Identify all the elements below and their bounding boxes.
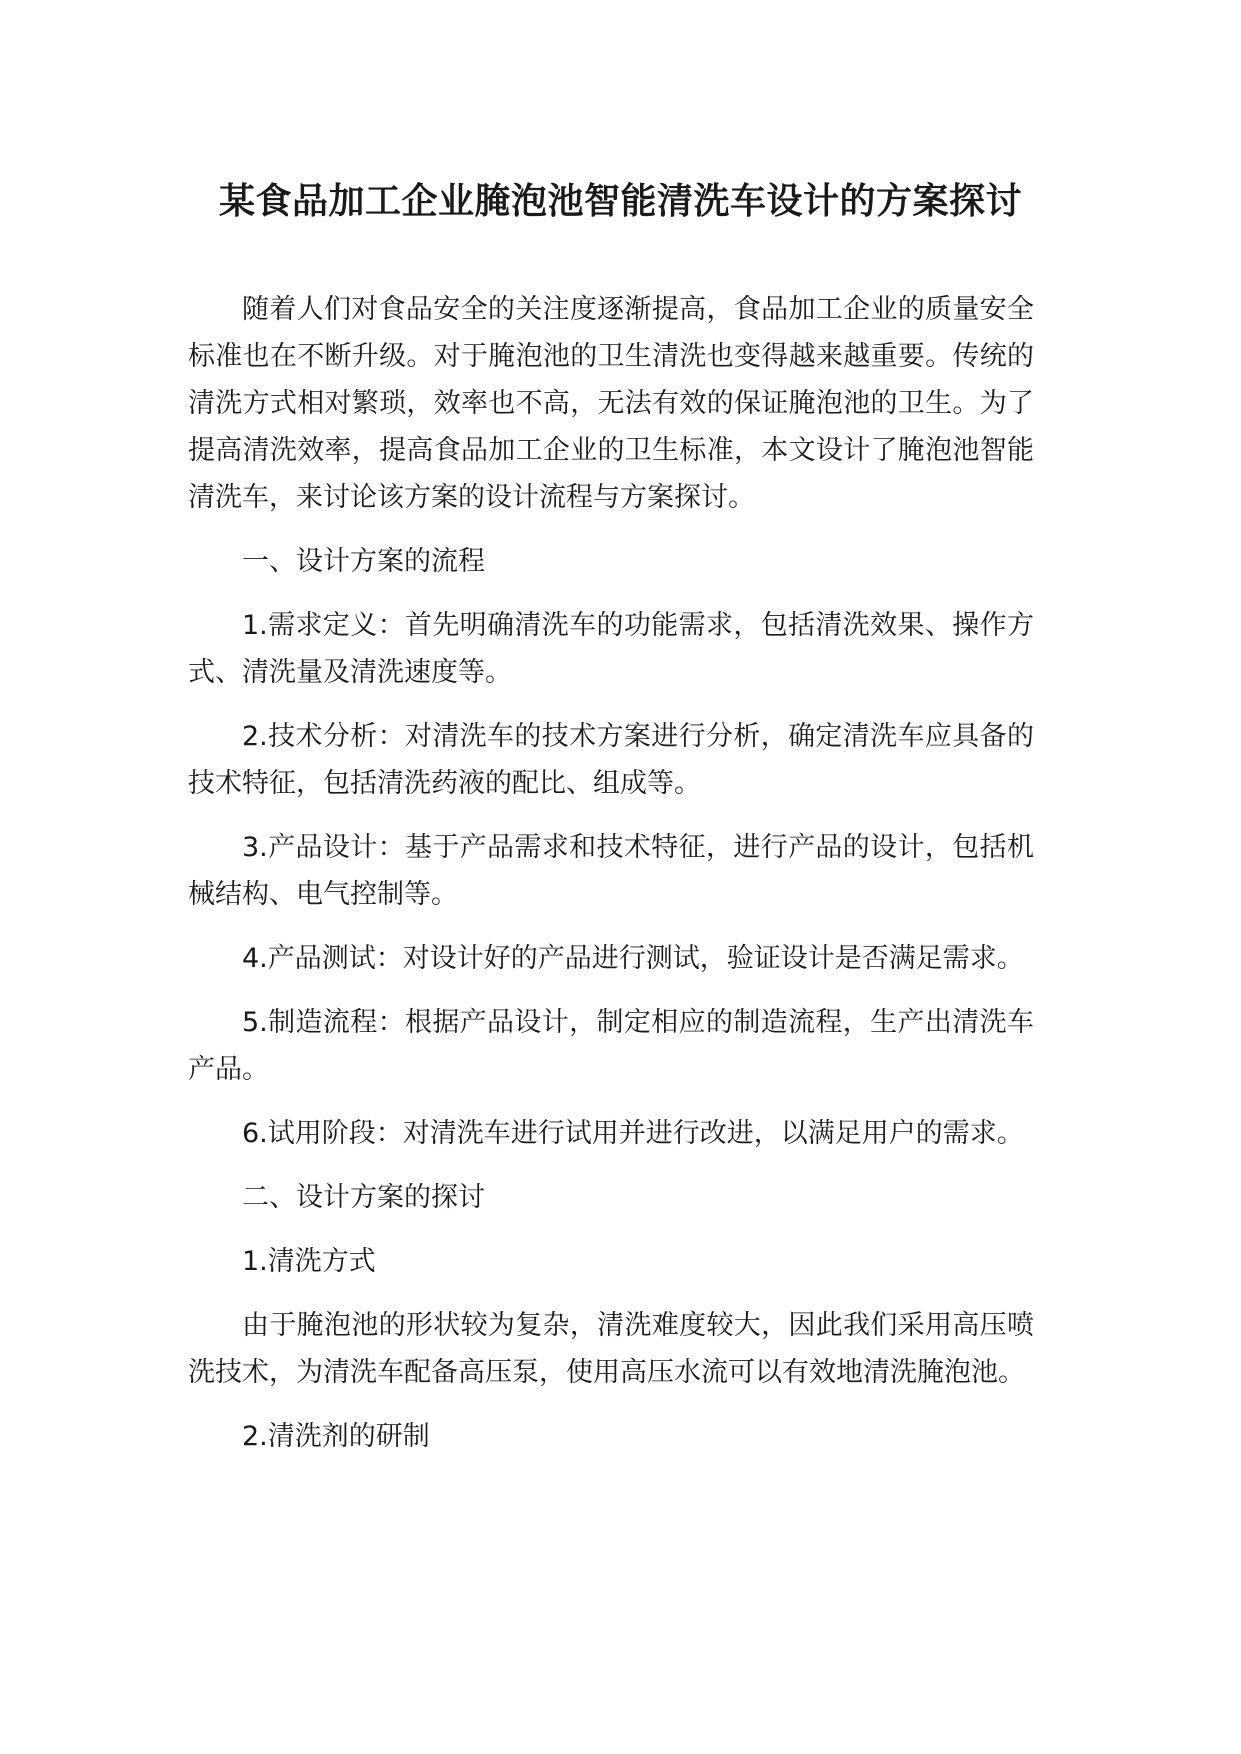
process-step-6: 6.试用阶段：对清洗车进行试用并进行改进，以满足用户的需求。 <box>242 1118 1024 1149</box>
process-step-1: 1.需求定义：首先明确清洗车的功能需求，包括清洗效果、操作方式、清洗量及清洗速度等。 <box>188 610 1034 688</box>
section-heading-process: 一、设计方案的流程 <box>242 546 485 577</box>
process-step-3: 3.产品设计：基于产品需求和技术特征，进行产品的设计，包括机械结构、电气控制等。 <box>188 832 1034 910</box>
process-step-2: 2.技术分析：对清洗车的技术方案进行分析，确定清洗车应具备的技术特征，包括清洗药液的配比、组成等。 <box>188 721 1034 799</box>
subheading-cleaning-method: 1.清洗方式 <box>242 1246 376 1277</box>
subheading-detergent: 2.清洗剂的研制 <box>242 1421 430 1452</box>
process-step-4: 4.产品测试：对设计好的产品进行测试，验证设计是否满足需求。 <box>242 943 1024 974</box>
document-title: 某食品加工企业腌泡池智能清洗车设计的方案探讨 <box>218 181 1022 222</box>
section-heading-discussion: 二、设计方案的探讨 <box>242 1182 485 1213</box>
cleaning-method-paragraph: 由于腌泡池的形状较为复杂，清洗难度较大，因此我们采用高压喷洗技术，为清洗车配备高压泵，使用高压水流可以有效地清洗腌泡池。 <box>188 1310 1034 1388</box>
process-step-5: 5.制造流程：根据产品设计，制定相应的制造流程，生产出清洗车产品。 <box>188 1007 1034 1085</box>
intro-paragraph: 随着人们对食品安全的关注度逐渐提高，食品加工企业的质量安全标准也在不断升级。对于腌泡池的卫生清洗也变得越来越重要。传统的清洗方式相对繁琐，效率也不高，无法有效的保证腌泡池的卫生。为了提高清洗效率，提高食品加工企业的卫生标准，本文设计了腌泡池智能清洗车，来讨论该方案的设计流程与方案探讨。 <box>188 294 1034 513</box>
document-body <box>188 286 1034 1477</box>
